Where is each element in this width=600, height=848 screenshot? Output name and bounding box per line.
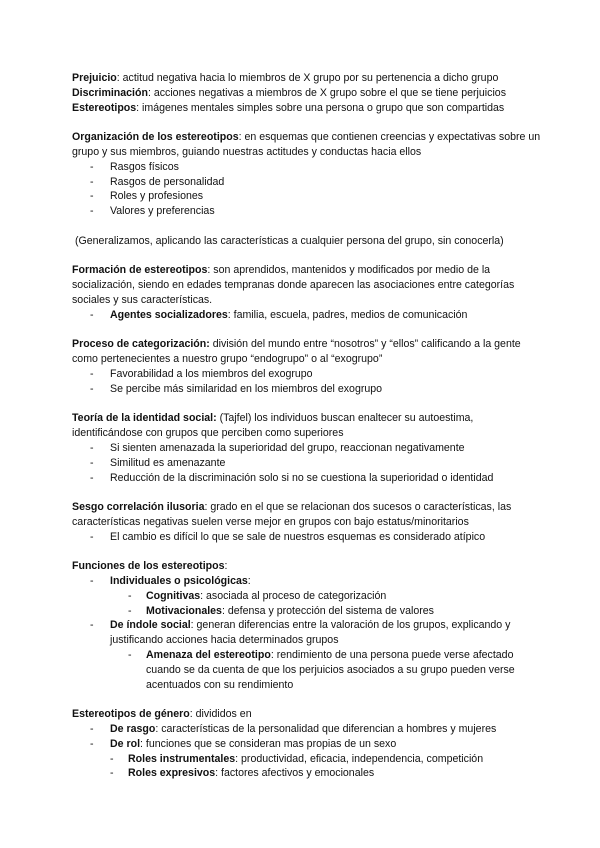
term: Motivacionales [146,604,222,617]
section-text: : en esquemas que contienen creencias y expectativas sobre un grupo y sus miembros, guiando nuestras actitudes y conductas hacia ellos [72,131,541,158]
list-item [72,308,542,323]
section-text: (Tajfel) los individuos buscan enaltecer su autoestima, identificándose con grupos que perciben como superiores [72,412,474,440]
section-title: Funciones de los estereotipos [72,560,225,573]
term: De rasgo [110,723,156,736]
rol-list [72,752,542,782]
list-item-social [72,618,542,648]
formacion-list [72,308,542,323]
term: Individuales o psicológicas [110,575,248,588]
genero-list [72,722,542,752]
item-text: : características de la personalidad que diferencian a hombres y mujeres [155,723,497,736]
term: Agentes socializadores [110,308,228,321]
list-item [72,766,542,781]
term: Estereotipos [72,101,137,114]
section-genero [72,707,542,722]
term: Sesgo correlación ilusoria [72,501,205,514]
item-text: : defensa y protección del sistema de valores [221,604,434,617]
item-text: : familia, escuela, padres, medios de comunicación [227,308,468,321]
definition-text: : imágenes mentales simples sobre una persona o grupo que son compartidas [136,101,505,114]
item-text: : asociada al proceso de categorización [200,589,387,602]
item-text: : productividad, eficacia, independencia, competición [235,752,484,765]
individuales-list [72,589,542,619]
section-teoria [72,411,542,441]
section-organizacion [72,130,542,160]
list-item [72,648,542,692]
list-item: - Si sienten amenazada la superioridad del grupo, reaccionan negativamente [72,441,542,456]
term: Roles expresivos [128,767,216,780]
list-item: - Roles y profesiones [72,189,542,204]
list-item: - Valores y preferencias [72,204,542,219]
term: Teoría de la identidad social: [72,412,217,425]
list-item: - Rasgos físicos [72,160,542,175]
term: Proceso de categorización: [72,338,210,351]
definition-estereotipos [72,101,542,116]
section-formacion [72,263,542,307]
list-item-individuales [72,574,542,589]
term: De índole social [110,619,191,632]
funciones-list [72,574,542,589]
section-funciones [72,559,542,574]
list-item [72,589,542,604]
section-text: : divididos en [189,708,252,721]
section-text: división del mundo entre “nosotros” y “ellos” calificando a la gente como pertenecientes a nuestro grupo “endogrupo” o al “exogrupo” [72,338,521,366]
teoria-list [72,441,542,485]
document-page [72,71,542,781]
list-item: - Similitud es amenazante [72,456,542,471]
item-text: : generan diferencias entre la valoración de los grupos, explicando y justificando acciones hacia determinados grupos [110,619,511,647]
list-item: - Reducción de la discriminación solo si no se cuestiona la superioridad o identidad [72,471,542,486]
list-item-rasgo [72,722,542,737]
list-item: - El cambio es difícil lo que se sale de nuestros esquemas es considerado atípico [72,530,542,545]
list-item: - Rasgos de personalidad [72,175,542,190]
definition-text: : acciones negativas a miembros de X grupo sobre el que se tiene perjuicios [147,86,506,99]
organizacion-list [72,160,542,219]
section-proceso [72,337,542,367]
definition-discriminacion [72,86,542,101]
term: Formación de estereotipos [72,264,208,277]
list-item-rol [72,737,542,752]
term: Roles instrumentales [128,752,236,765]
list-item: - Favorabilidad a los miembros del exogrupo [72,367,542,382]
list-item [72,752,542,767]
term: De rol [110,737,141,750]
proceso-list [72,367,542,397]
title-suffix: : [224,560,228,573]
term: Discriminación [72,86,148,99]
definition-prejuicio [72,71,542,86]
term: Organización de los estereotipos [72,131,239,144]
social-list [72,648,542,692]
list-item: - Se percibe más similaridad en los miembros del exogrupo [72,382,542,397]
item-text: : rendimiento de una persona puede verse afectado cuando se da cuenta de que los perjuicios asociados a su grupo pueden verse acentuados con su rendimiento [146,649,515,691]
section-text: : son aprendidos, mantenidos y modificados por medio de la socialización, siendo en edades tempranas donde aparecen las asociaciones entre categorías sociales y sus características. [72,264,515,306]
term: Prejuicio [72,72,117,84]
list-item [72,604,542,619]
section-text: : grado en el que se relacionan dos sucesos o características, las características negativas suelen verse mejor en grupos con bajo estatus/minoritarios [72,501,512,528]
definition-text: : actitud negativa hacia lo miembros de X grupo por su pertenencia a dicho grupo [116,72,499,84]
term: Cognitivas [146,589,201,602]
sesgo-list [72,530,542,545]
term: Amenaza del estereotipo [146,649,271,662]
funciones-list-2 [72,618,542,648]
item-text: : [247,575,251,588]
term: Estereotipos de género [72,708,190,721]
generalization-note: (Generalizamos, aplicando las características a cualquier persona del grupo, sin conocerla) [75,234,504,247]
item-text: : funciones que se consideran mas propias de un sexo [140,737,397,750]
item-text: : factores afectivos y emocionales [215,767,375,780]
section-sesgo [72,500,542,530]
